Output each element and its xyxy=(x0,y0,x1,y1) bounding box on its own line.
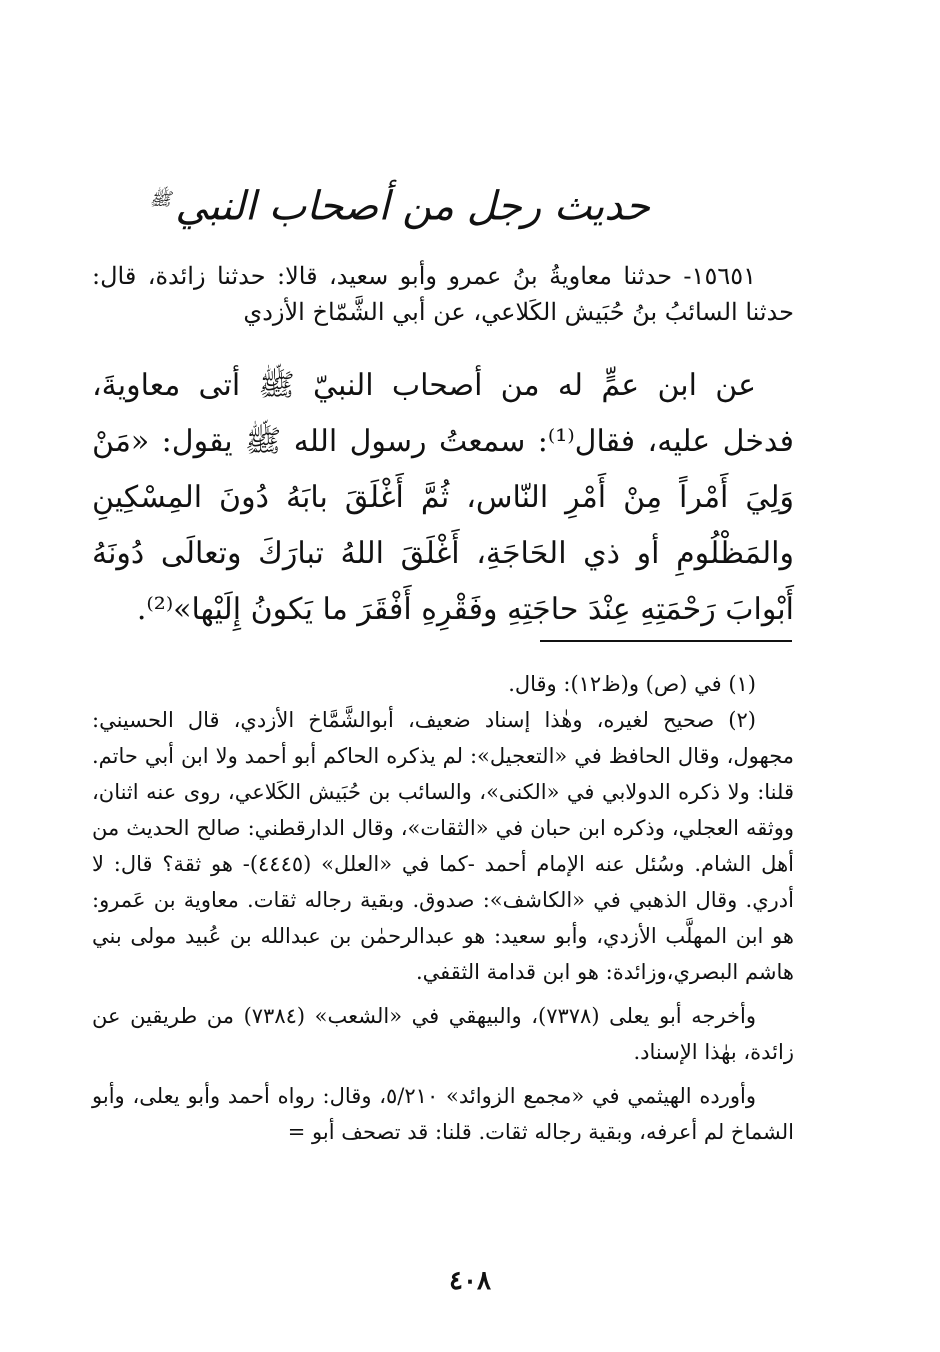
footnote-2: (٢) صحيح لغيره، وهٰذا إسناد ضعيف، أبوالشَّمَّاخ الأزدي، قال الحسيني: مجهول، وقال الحافظ في «التعجيل»: لم يذكره الحاكم أبو أحمد ولا ابن أبي حاتم. قلنا: ولا ذكره الدولابي في «الكنى»، والسائب بن حُبَيش الكَلاعي، روى عنه اثنان، ووثقه العجلي، وذكره ابن حبان في «الثقات»، وقال الدارقطني: صالح الحديث من أهل الشام. وسُئل عنه الإمام أحمد -كما في «العلل» (٤٤٤٥)- هو ثقة؟ قال: لا أدري. وقال الذهبي في «الكاشف»: صدوق. وبقية رجاله ثقات. معاوية بن عَمرو: هو ابن المهلَّب الأزدي، وأبو سعيد: هو عبدالرحمٰن بن عبدالله بن عُبيد مولى بني هاشم البصري،وزائدة: هو ابن قدامة الثقفي. xyxy=(92,708,794,984)
hadith-isnad: ١٥٦٥١- حدثنا معاويةُ بنُ عمرو وأبو سعيد، قالا: حدثنا زائدة، قال: حدثنا السائبُ بنُ حُبَيش الكَلاعي، عن أبي الشَّمّاخ الأزدي xyxy=(92,262,794,326)
chapter-title xyxy=(149,160,650,240)
page-number: ٤٠٨ xyxy=(449,1266,491,1296)
chapter-title-text: حديث رجل من أصحاب النبي xyxy=(175,183,650,230)
footnote-paragraph-3: وأخرجه أبو يعلى (٧٣٧٨)، والبيهقي في «الشعب» (٧٣٨٤) من طريقين عن زائدة، بهٰذا الإسناد. xyxy=(92,1004,794,1064)
hadith-matn: عن ابن عمٍّ له من أصحاب النبيّ ﷺ أتى معاويةَ، فدخل عليه، فقال⁽¹⁾: سمعتُ رسول الله ﷺ يقول: «مَنْ وَلِيَ أَمْراً مِنْ أَمْرِ النّاس، ثُمَّ أَغْلَقَ بابَهُ دُونَ المِسْكِينِ والمَظْلُومِ أو ذي الحَاجَةِ، أَغْلَقَ اللهُ تبارَكَ وتعالَى دُونَهُ أَبْوابَ رَحْمَتِهِ عِنْدَ حاجَتِهِ وفَقْرِهِ أَفْقَرَ ما يَكونُ إِلَيْها»⁽²⁾. xyxy=(92,368,794,627)
salutation-mark: ﷺ xyxy=(149,189,172,210)
footnote-divider xyxy=(540,640,792,642)
footnotes xyxy=(92,666,794,1150)
footnote-1: (١) في (ص) و(ظ١٢): وقال. xyxy=(508,672,756,696)
hadith-matn-block xyxy=(92,358,794,638)
hadith-isnad-block xyxy=(92,258,794,330)
footnote-paragraph-4: وأورده الهيثمي في «مجمع الزوائد» ٥/٢١٠، وقال: رواه أحمد وأبو يعلى، وأبو الشماخ لم أعرفه، وبقية رجاله ثقات. قلنا: قد تصحف أبو = xyxy=(92,1084,794,1144)
